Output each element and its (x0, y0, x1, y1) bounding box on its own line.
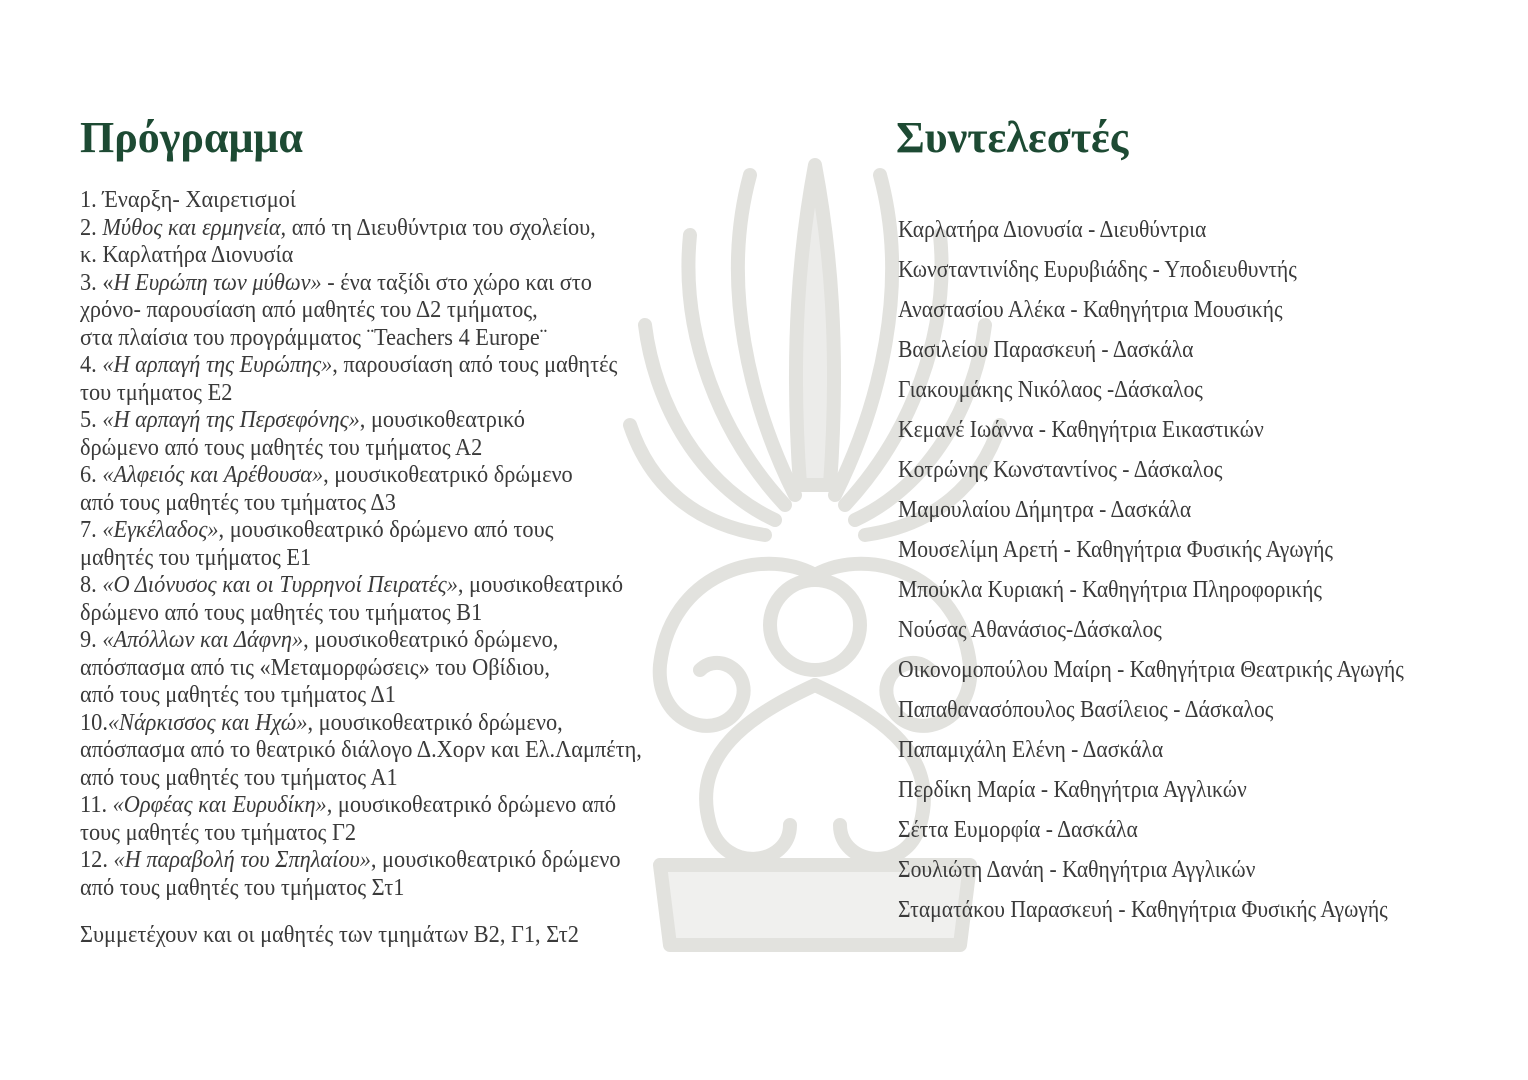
program-line-text: 8. (80, 572, 103, 598)
program-line (80, 380, 731, 408)
program-line-text: από τους μαθητές του τμήματος Δ3 (80, 489, 396, 516)
program-line-text: τους μαθητές του τμήματος Γ2 (80, 819, 357, 846)
credit-entry: Γιακουμάκης Νικόλαος -Δάσκαλος (898, 377, 1203, 403)
credit-entry: Μουσελίμη Αρετή - Καθηγήτρια Φυσικής Αγωγής (898, 537, 1333, 563)
program-line (80, 462, 731, 490)
program-line (80, 792, 731, 820)
program-line (80, 710, 731, 738)
program-line-text: απόσπασμα από τις «Μεταμορφώσεις» του Οβίδιου, (80, 654, 550, 681)
program-item-title: «Η παραβολή του Σπηλαίου» (113, 847, 371, 873)
program-line (80, 297, 731, 325)
credit-entry: Βασιλείου Παρασκευή - Δασκάλα (898, 337, 1194, 363)
program-line-text: , μουσικοθεατρικό δρώμενο από τους (218, 517, 554, 543)
program-item-title: «Αλφειός και Αρέθουσα» (102, 462, 324, 488)
program-line-text: από τους μαθητές του τμήματος Α1 (80, 764, 398, 791)
credit-entry: Σουλιώτη Δανάη - Καθηγήτρια Αγγλικών (898, 857, 1256, 883)
program-line (80, 820, 731, 848)
program-line-text: 5. (80, 407, 103, 433)
participants-note: Συμμετέχουν και οι μαθητές των τμημάτων Β2, Γ1, Στ2 (80, 922, 579, 948)
program-line-text: 6. (80, 462, 103, 488)
program-line-text: , μουσικοθεατρικό (359, 407, 525, 433)
program-line-text: κ. Καρλατήρα Διονυσία (80, 242, 294, 268)
credit-entry: Νούσας Αθανάσιος-Δάσκαλος (898, 617, 1162, 643)
program-line-text: από τους μαθητές του τμήματος Δ1 (80, 682, 396, 708)
credit-entry: Παπαθανασόπουλος Βασίλειος - Δάσκαλος (898, 697, 1274, 723)
program-line-text: 2. (80, 214, 103, 241)
program-line (80, 875, 731, 903)
credit-entry: Κοτρώνης Κωνσταντίνος - Δάσκαλος (898, 457, 1223, 483)
credit-entry: Σταματάκου Παρασκευή - Καθηγήτρια Φυσικής Αγωγής (898, 897, 1388, 923)
program-line (80, 187, 731, 215)
program-line-text: , μουσικοθεατρικό (457, 572, 623, 598)
credit-entry: Οικονομοπούλου Μαίρη - Καθηγήτρια Θεατρικής Αγωγής (898, 657, 1404, 683)
program-line-text: από τους μαθητές του τμήματος Στ1 (80, 874, 405, 901)
program-line (80, 517, 731, 545)
program-line-text: 1. Έναρξη- Χαιρετισμοί (80, 187, 296, 213)
program-line-text: μαθητές του τμήματος Ε1 (80, 544, 312, 571)
program-line (80, 490, 731, 518)
program-line-text: , μουσικοθεατρικό δρώμενο από (326, 792, 617, 818)
program-line-text: , μουσικοθεατρικό δρώμενο (323, 462, 573, 488)
program-line (80, 545, 731, 573)
program-item-title: «Η αρπαγή της Ευρώπης» (102, 352, 333, 378)
program-line-text: δρώμενο από τους μαθητές του τμήματος Β1 (80, 599, 483, 626)
credit-entry: Περδίκη Μαρία - Καθηγήτρια Αγγλικών (898, 777, 1247, 803)
program-line-text: 4. (80, 352, 103, 378)
program-item-title: «Νάρκισσος και Ηχώ» (107, 709, 308, 736)
program-line-text: 3. « (80, 269, 114, 296)
program-line-text: 7. (80, 517, 103, 543)
program-line (80, 242, 731, 270)
program-line (80, 600, 731, 628)
program-list (80, 187, 731, 950)
program-line (80, 572, 731, 600)
credit-entry: Κωνσταντινίδης Ευρυβιάδης - Υποδιευθυντής (898, 257, 1297, 283)
credit-entry: Μαμουλαίου Δήμητρα - Δασκάλα (898, 497, 1192, 523)
credit-entry: Αναστασίου Αλέκα - Καθηγήτρια Μουσικής (898, 297, 1283, 323)
program-line-text: δρώμενο από τους μαθητές του τμήματος Α2 (80, 434, 483, 461)
credit-entry: Μπούκλα Κυριακή - Καθηγήτρια Πληροφορικής (898, 577, 1322, 603)
program-line (80, 352, 731, 380)
program-line (80, 325, 731, 353)
program-item-title: «Η αρπαγή της Περσεφόνης» (102, 407, 360, 433)
program-line (80, 270, 731, 298)
program-title: Πρόγραμμα (80, 113, 303, 162)
program-line (80, 435, 731, 463)
program-line-text: , μουσικοθεατρικό δρώμενο, (303, 627, 559, 653)
credit-entry: Σέττα Ευμορφία - Δασκάλα (898, 817, 1138, 843)
program-line-text: 9. (80, 627, 103, 653)
program-line (80, 682, 731, 710)
program-line-text: 10. (80, 709, 108, 736)
program-line (80, 765, 731, 793)
program-line (80, 627, 731, 655)
program-line (80, 655, 731, 683)
credit-entry: Παπαμιχάλη Ελένη - Δασκάλα (898, 737, 1164, 763)
program-line (80, 847, 731, 875)
program-line-text: , μουσικοθεατρικό δρώμενο, (307, 709, 563, 736)
program-line-text: από τη Διευθύντρια του σχολείου, (286, 214, 596, 241)
program-line-text: 11. (80, 792, 113, 818)
program-line-text: - ένα ταξίδι στο χώρο και στο (321, 269, 592, 296)
program-line-text: 12. (80, 847, 114, 873)
program-item-title: «Ο Διόνυσος και οι Τυρρηνοί Πειρατές» (102, 572, 458, 598)
credit-entry: Κεμανέ Ιωάννα - Καθηγήτρια Εικαστικών (898, 417, 1264, 443)
program-line-text: , μουσικοθεατρικό δρώμενο (370, 847, 621, 873)
program-line-text: χρόνο- παρουσίαση από μαθητές του Δ2 τμήματος, (80, 297, 538, 323)
program-line-text: στα πλαίσια του προγράμματος ¨Teachers 4 Europe¨ (80, 324, 548, 351)
program-item-title: Μύθος και ερμηνεία, (102, 214, 287, 241)
credits-list (898, 210, 1456, 930)
credits-title: Συντελεστές (896, 113, 1129, 162)
credit-entry: Καρλατήρα Διονυσία - Διευθύντρια (898, 217, 1207, 243)
program-item-title: Η Ευρώπη των μύθων» (113, 269, 322, 296)
program-line-text: απόσπασμα από το θεατρικό διάλογο Δ.Χορν και Ελ.Λαμπέτη, (80, 737, 642, 763)
program-item-title: «Εγκέλαδος» (102, 517, 219, 543)
program-line (80, 215, 731, 243)
program-line-text: του τμήματος Ε2 (80, 379, 233, 406)
program-line (80, 407, 731, 435)
program-item-title: «Ορφέας και Ευρυδίκη» (112, 792, 327, 818)
program-item-title: «Απόλλων και Δάφνη» (102, 627, 304, 653)
program-line (80, 737, 731, 765)
program-line-text: , παρουσίαση από τους μαθητές (332, 352, 618, 378)
